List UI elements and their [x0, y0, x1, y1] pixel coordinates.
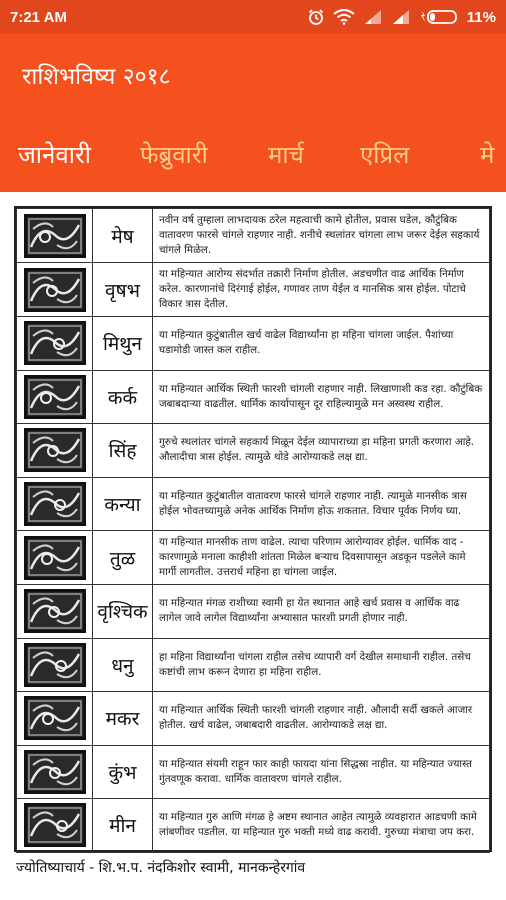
rashi-prediction: या महिन्यात आर्थिक स्थिती फारशी चांगली राहणार नाही. औलादी सर्दी खकले आजार होतील. खर्च वाढेल, जबाबदारी वाढतील. आरोग्याकडे लक्ष द्या. [153, 692, 490, 746]
signal-icon-2 [391, 9, 411, 25]
aquarius-icon [24, 750, 86, 794]
rashi-row [17, 477, 490, 531]
app-bar [0, 34, 506, 116]
rashi-row [17, 370, 490, 424]
rashi-name: तुळ [93, 531, 153, 585]
rashi-name: मेष [93, 209, 153, 263]
status-time: 7:21 AM [10, 8, 67, 26]
rashi-symbol-cell [17, 638, 93, 692]
rashi-prediction: या महिन्यात गुरु आणि मंगळ हे अष्टम स्थानात आहेत त्यामुळे व्यवहारात आडचणी कामे लांबणीवर पडतील. या महिन्यात गुरु भक्ती मध्ये वाढ करावी. गुरुच्या मंत्राचा जप करा. [153, 799, 490, 853]
tab-april[interactable]: एप्रिल [360, 141, 410, 169]
rashi-row [17, 745, 490, 799]
wifi-icon [333, 9, 355, 25]
status-bar [0, 0, 506, 34]
rashi-symbol-cell [17, 370, 93, 424]
rashi-prediction: या महिन्यात मंगळ राशीच्या स्वामी हा येत स्थानात आहे खर्च प्रवास व आर्थिक वाढ लागेल जावे लागेल विद्यार्थ्यांना अभ्यासात फारशी प्रगती होणार नाही. [153, 585, 490, 639]
rashi-symbol-cell [17, 209, 93, 263]
rashi-symbol-cell [17, 317, 93, 371]
gemini-icon [24, 321, 86, 365]
month-tab-bar [0, 116, 506, 192]
libra-icon [24, 536, 86, 580]
tab-january[interactable]: जानेवारी [18, 141, 91, 169]
rashi-prediction: हा महिना विद्यार्थ्यांना चांगला राहील तसेच व्यापारी वर्ग देखील समाधानी राहील. तसेच कष्टांची लाभ करून देणारा हा महिना राहील. [153, 638, 490, 692]
rashi-name: मकर [93, 692, 153, 746]
status-icons [307, 8, 496, 26]
signal-icon [363, 9, 383, 25]
rashi-name: कुंभ [93, 745, 153, 799]
rashi-chart [14, 206, 492, 852]
rashi-prediction: गुरुचे स्थलांतर चांगले सहकार्य मिळून देईल व्यापाराच्या हा महिना प्रगती करणारा आहे. औलादीचा त्रास होईल. त्यामुळे थोडे आरोग्याकडे लक्ष द्या. [153, 424, 490, 478]
rashi-row [17, 585, 490, 639]
author-credit: ज्योतिष्याचार्य - शि.भ.प. नंदकिशोर स्वामी, मानकन्हेरगांव [16, 860, 306, 876]
rashi-row [17, 799, 490, 853]
scorpio-icon [24, 589, 86, 633]
battery-level: 11% [466, 8, 496, 26]
cancer-icon [24, 375, 86, 419]
rashi-row [17, 638, 490, 692]
rashi-symbol-cell [17, 477, 93, 531]
rashi-name: कर्क [93, 370, 153, 424]
rashi-name: धनु [93, 638, 153, 692]
rashi-symbol-cell [17, 585, 93, 639]
rashi-symbol-cell [17, 692, 93, 746]
rashi-symbol-cell [17, 745, 93, 799]
rashi-name: कन्या [93, 477, 153, 531]
rashi-row [17, 263, 490, 317]
rashi-symbol-cell [17, 424, 93, 478]
rashi-symbol-cell [17, 263, 93, 317]
battery-icon [419, 9, 459, 25]
rashi-name: वृश्चिक [93, 585, 153, 639]
alarm-icon [307, 8, 325, 26]
tab-march[interactable]: मार्च [268, 141, 304, 169]
capricorn-icon [24, 696, 86, 740]
rashi-prediction: नवीन वर्ष तुम्हाला लाभदायक ठरेल महत्वाची कामे होतील, प्रवास घडेल, कौटुंबिक वातावरण फारसे चांगले राहणार नाही. शनीचे स्थलांतर चांगला लाभ जरूर देईल सहकार्य चांगले मिळेल. [153, 209, 490, 263]
rashi-prediction: या महिन्यात आर्थिक स्थिती फारशी चांगली राहणार नाही. लिखाणाशी कड रहा. कौटुंबिक जबाबदाऱ्या वाढतील. धार्मिक कार्यापासून दूर राहिल्यामुळे मन अस्वस्थ राहील. [153, 370, 490, 424]
tab-may[interactable]: मे [480, 141, 495, 169]
rashi-name: सिंह [93, 424, 153, 478]
rashi-row [17, 531, 490, 585]
virgo-icon [24, 482, 86, 526]
rashi-prediction: या महिन्यात संयमी राहून फार काही फायदा यांना सिद्धस्रा नाहीत. या महिन्यात ज्यास्त गुंतवणूक करावा. धार्मिक वातावरण चांगले राहील. [153, 745, 490, 799]
rashi-row [17, 209, 490, 263]
rashi-prediction: या महिन्यात मानसीक ताण वाढेल. त्याचा परिणाम आरोग्यावर होईल. धार्मिक वाद - कारणामुळे मनाला काहीशी शांतता मिळेल बऱ्याच दिवसापासून अडकून पडलेले कामे मार्गी लागतील. उत्तरार्ध महिना हा चांगला जाईल. [153, 531, 490, 585]
rashi-name: वृषभ [93, 263, 153, 317]
rashi-name: मिथुन [93, 317, 153, 371]
rashi-row [17, 692, 490, 746]
rashi-prediction: या महिन्यात कुटुंबातील वातावरण फारसे चांगले राहणार नाही. त्यामुळे मानसीक त्रास होईल भोवतच्यामुळे अनेक आर्थिक निर्माण होऊ शकतात. विचार पूर्वक निर्णय घ्या. [153, 477, 490, 531]
tab-february[interactable]: फेब्रुवारी [140, 141, 208, 169]
rashi-symbol-cell [17, 531, 93, 585]
rashi-row [17, 424, 490, 478]
rashi-row [17, 317, 490, 371]
horoscope-content[interactable] [0, 192, 506, 900]
leo-icon [24, 428, 86, 472]
rashi-prediction: या महिन्यात कुटुंबातील खर्च वाढेल विद्यार्थ्यांना हा महिना चांगला जाईल. पैशांच्या घडामोडी जास्त कल राहील. [153, 317, 490, 371]
rashi-prediction: या महिन्यात आरोग्य संदर्भात तक्रारी निर्माण होतील. अडचणीत वाढ आर्थिक निर्माण करेल. कारणानांचे दिरंगाई होईल, गणावर ताण येईल व मानसिक त्रास होईल. पोटाचे विकार त्रास देतील. [153, 263, 490, 317]
aries-icon [24, 214, 86, 258]
pisces-icon [24, 803, 86, 847]
rashi-symbol-cell [17, 799, 93, 853]
rashi-table [16, 208, 490, 853]
sagittarius-icon [24, 643, 86, 687]
taurus-icon [24, 268, 86, 312]
rashi-name: मीन [93, 799, 153, 853]
app-title: राशिभविष्य २०१८ [22, 64, 171, 90]
